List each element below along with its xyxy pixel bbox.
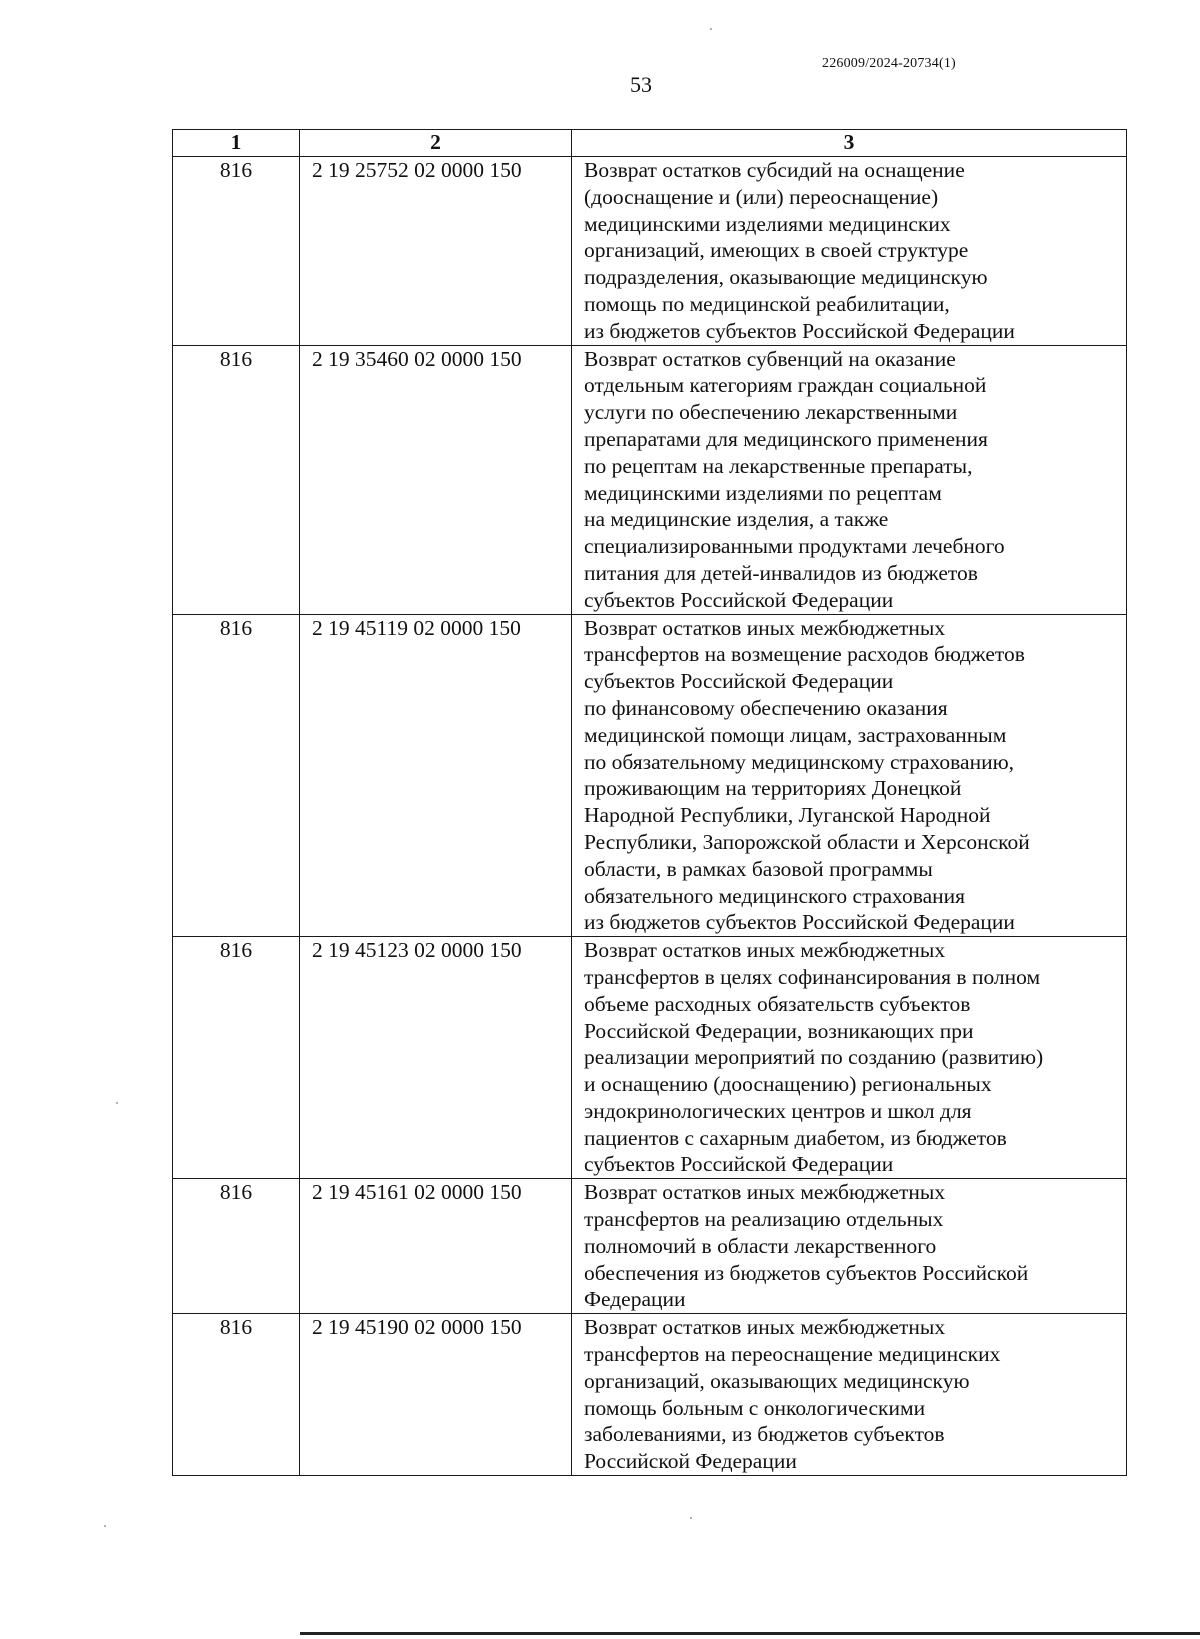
budget-classification-code-cell: 2 19 45161 02 0000 150 bbox=[300, 1179, 572, 1314]
description-line: субъектов Российской Федерации bbox=[584, 669, 894, 694]
table-row bbox=[173, 937, 1127, 1179]
description-cell bbox=[572, 1179, 1127, 1314]
admin-code-cell: 816 bbox=[173, 937, 300, 1179]
description-line: полномочий в области лекарственного bbox=[584, 1233, 937, 1258]
scan-speck bbox=[116, 1102, 118, 1104]
budget-classification-code-cell: 2 19 45123 02 0000 150 bbox=[300, 937, 572, 1179]
description-line: подразделения, оказывающие медицинскую bbox=[584, 265, 988, 290]
table-row bbox=[173, 345, 1127, 614]
description-line: Возврат остатков иных межбюджетных bbox=[584, 1180, 946, 1205]
description-line: препаратами для медицинского применения bbox=[584, 426, 988, 451]
description-line: специализированными продуктами лечебного bbox=[584, 534, 1005, 559]
description-line: трансфертов на реализацию отдельных bbox=[584, 1207, 944, 1232]
admin-code-cell: 816 bbox=[173, 1179, 300, 1314]
description-cell bbox=[572, 1314, 1127, 1476]
scan-speck bbox=[710, 28, 712, 30]
description-line: Возврат остатков субсидий на оснащение bbox=[584, 158, 965, 182]
description-line: помощь больным с онкологическими bbox=[584, 1395, 926, 1420]
description-line: организаций, оказывающих медицинскую bbox=[584, 1368, 970, 1393]
description-line: (дооснащение и (или) переоснащение) bbox=[584, 184, 939, 209]
description-line: организаций, имеющих в своей структуре bbox=[584, 238, 969, 263]
budget-codes-table bbox=[172, 129, 1127, 1476]
description-line: по обязательному медицинскому страхованию, bbox=[584, 749, 1015, 774]
table-row bbox=[173, 157, 1127, 346]
scan-speck bbox=[690, 1517, 692, 1519]
document-id: 226009/2024-20734(1) bbox=[822, 56, 956, 71]
admin-code-cell: 816 bbox=[173, 345, 300, 614]
description-line: по финансовому обеспечению оказания bbox=[584, 695, 948, 720]
description-line: питания для детей-инвалидов из бюджетов bbox=[584, 560, 978, 585]
description-line: медицинскими изделиями по рецептам bbox=[584, 480, 942, 505]
description-line: медицинской помощи лицам, застрахованным bbox=[584, 722, 1007, 747]
column-header-2: 2 bbox=[300, 130, 572, 157]
description-line: услуги по обеспечению лекарственными bbox=[584, 400, 958, 425]
description-line: по рецептам на лекарственные препараты, bbox=[584, 453, 973, 478]
description-line: субъектов Российской Федерации bbox=[584, 587, 894, 612]
description-line: Возврат остатков иных межбюджетных bbox=[584, 615, 946, 640]
table-row bbox=[173, 1314, 1127, 1476]
description-line: обязательного медицинского страхования bbox=[584, 883, 966, 908]
description-line: области, в рамках базовой программы bbox=[584, 856, 933, 881]
admin-code-cell: 816 bbox=[173, 614, 300, 937]
description-line: реализации мероприятий по созданию (развитию) bbox=[584, 1045, 1044, 1070]
budget-classification-code-cell: 2 19 25752 02 0000 150 bbox=[300, 157, 572, 346]
description-line: из бюджетов субъектов Российской Федерации bbox=[584, 318, 1015, 343]
description-line: отдельным категориям граждан социальной bbox=[584, 373, 987, 398]
description-line: пациентов с сахарным диабетом, из бюджетов bbox=[584, 1125, 1007, 1150]
description-cell bbox=[572, 937, 1127, 1179]
description-line: обеспечения из бюджетов субъектов Российской bbox=[584, 1260, 1029, 1285]
table-body bbox=[173, 157, 1127, 1476]
page-number: 53 bbox=[630, 72, 652, 97]
description-line: на медицинские изделия, а также bbox=[584, 507, 889, 532]
description-line: Возврат остатков иных межбюджетных bbox=[584, 938, 946, 963]
description-line: субъектов Российской Федерации bbox=[584, 1152, 894, 1177]
description-line: трансфертов на возмещение расходов бюджетов bbox=[584, 642, 1025, 667]
description-line: трансфертов на переоснащение медицинских bbox=[584, 1342, 1001, 1367]
budget-classification-code-cell: 2 19 45190 02 0000 150 bbox=[300, 1314, 572, 1476]
table-row bbox=[173, 614, 1127, 937]
description-line: из бюджетов субъектов Российской Федерации bbox=[584, 910, 1015, 935]
description-cell bbox=[572, 614, 1127, 937]
description-line: Российской Федерации, возникающих при bbox=[584, 1018, 974, 1043]
description-line: объеме расходных обязательств субъектов bbox=[584, 991, 971, 1016]
description-cell bbox=[572, 345, 1127, 614]
description-line: помощь по медицинской реабилитации, bbox=[584, 291, 950, 316]
description-line: Возврат остатков субвенций на оказание bbox=[584, 346, 956, 371]
description-line: эндокринологических центров и школ для bbox=[584, 1098, 972, 1123]
description-cell bbox=[572, 157, 1127, 346]
description-line: медицинскими изделиями медицинских bbox=[584, 211, 951, 236]
column-header-1: 1 bbox=[173, 130, 300, 157]
scan-edge-line bbox=[300, 1632, 1200, 1635]
admin-code-cell: 816 bbox=[173, 1314, 300, 1476]
table-header-row bbox=[173, 130, 1127, 157]
description-line: трансфертов в целях софинансирования в полном bbox=[584, 964, 1041, 989]
description-line: проживающим на территориях Донецкой bbox=[584, 776, 962, 801]
budget-classification-code-cell: 2 19 35460 02 0000 150 bbox=[300, 345, 572, 614]
column-header-3: 3 bbox=[572, 130, 1127, 157]
admin-code-cell: 816 bbox=[173, 157, 300, 346]
description-line: Возврат остатков иных межбюджетных bbox=[584, 1315, 946, 1340]
description-line: Российской Федерации bbox=[584, 1449, 797, 1474]
description-line: заболеваниями, из бюджетов субъектов bbox=[584, 1422, 945, 1447]
budget-classification-code-cell: 2 19 45119 02 0000 150 bbox=[300, 614, 572, 937]
description-line: Народной Республики, Луганской Народной bbox=[584, 803, 991, 828]
description-line: и оснащению (дооснащению) региональных bbox=[584, 1072, 992, 1097]
description-line: Республики, Запорожской области и Херсонской bbox=[584, 829, 1030, 854]
description-line: Федерации bbox=[584, 1287, 686, 1312]
scan-speck bbox=[104, 1525, 106, 1527]
table-row bbox=[173, 1179, 1127, 1314]
